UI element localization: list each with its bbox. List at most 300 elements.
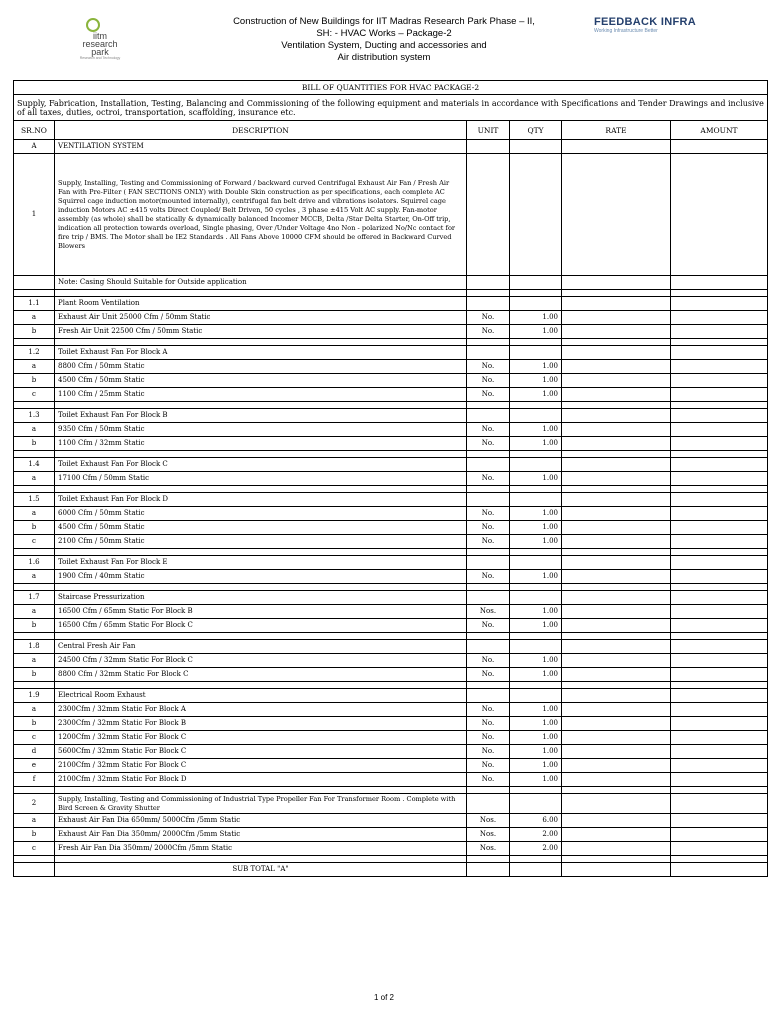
cell-qty: 1.00 [510,535,562,549]
cell-qty [510,633,562,640]
cell-srno: a [14,570,55,584]
cell-unit: No. [467,717,510,731]
cell-srno: 1.4 [14,458,55,472]
table-row [14,570,768,584]
cell-srno [14,856,55,863]
cell-amount [671,654,768,668]
cell-amount [671,794,768,814]
cell-unit: No. [467,745,510,759]
col-header-amount: AMOUNT [671,121,768,140]
cell-srno: 1.2 [14,346,55,360]
cell-qty: 1.00 [510,703,562,717]
cell-rate [562,654,671,668]
logo-line1: iitm [93,31,107,41]
table-row [14,556,768,570]
cell-qty: 2.00 [510,842,562,856]
cell-description: Toilet Exhaust Fan For Block B [55,409,467,423]
cell-rate [562,276,671,290]
cell-amount [671,570,768,584]
cell-srno: 1.7 [14,591,55,605]
cell-qty: 1.00 [510,423,562,437]
cell-amount [671,437,768,451]
cell-amount [671,311,768,325]
cell-qty: 1.00 [510,472,562,486]
cell-rate [562,493,671,507]
cell-unit: No. [467,703,510,717]
table-row [14,654,768,668]
table-row [14,374,768,388]
table-row [14,773,768,787]
cell-rate [562,787,671,794]
cell-unit [467,493,510,507]
cell-rate [562,556,671,570]
cell-qty: 1.00 [510,570,562,584]
brand-part-b: INFRA [660,16,696,28]
cell-description [55,290,467,297]
cell-srno: c [14,535,55,549]
spacer-row [14,339,768,346]
cell-amount [671,549,768,556]
cell-qty [510,794,562,814]
cell-rate [562,346,671,360]
cell-amount [671,814,768,828]
cell-qty: 1.00 [510,605,562,619]
cell-description: Fresh Air Unit 22500 Cfm / 50mm Static [55,325,467,339]
cell-amount [671,493,768,507]
table-title-row [14,81,768,95]
table-intro: Supply, Fabrication, Installation, Testing, Balancing and Commissioning of the following equipment and materials in accordance with Specifications and Tender Drawings and inclusive of all taxes, duties, octroi, transportation, scaffolding, insurance etc. [14,95,768,121]
cell-rate [562,717,671,731]
cell-unit [467,633,510,640]
cell-unit: No. [467,759,510,773]
table-row [14,591,768,605]
cell-unit [467,591,510,605]
cell-amount [671,458,768,472]
cell-description: Toilet Exhaust Fan For Block D [55,493,467,507]
spacer-row [14,584,768,591]
spacer-row [14,451,768,458]
brand-name [594,16,704,28]
cell-rate [562,703,671,717]
cell-description: 2100 Cfm / 50mm Static [55,535,467,549]
cell-amount [671,154,768,276]
cell-qty: 1.00 [510,759,562,773]
cell-unit [467,297,510,311]
table-row [14,458,768,472]
col-header-unit: UNIT [467,121,510,140]
cell-description: Staircase Pressurization [55,591,467,605]
cell-amount [671,388,768,402]
table-row [14,619,768,633]
cell-unit [467,458,510,472]
table-row [14,640,768,654]
cell-amount [671,717,768,731]
cell-rate [562,451,671,458]
cell-amount [671,773,768,787]
cell-srno [14,584,55,591]
cell-amount [671,451,768,458]
cell-amount [671,842,768,856]
cell-qty [510,451,562,458]
cell-srno: c [14,842,55,856]
cell-srno: A [14,140,55,154]
cell-rate [562,856,671,863]
table-row [14,325,768,339]
cell-unit [467,140,510,154]
cell-description: Toilet Exhaust Fan For Block C [55,458,467,472]
cell-srno: a [14,654,55,668]
cell-unit [467,787,510,794]
page-number: 1 of 2 [373,993,394,1002]
cell-srno: a [14,507,55,521]
cell-qty: 1.00 [510,360,562,374]
cell-qty [510,297,562,311]
cell-unit [467,856,510,863]
cell-unit: No. [467,535,510,549]
cell-srno [14,276,55,290]
title-line: SH: - HVAC Works – Package-2 [316,28,452,39]
cell-unit [467,276,510,290]
cell-rate [562,486,671,493]
cell-qty [510,154,562,276]
cell-qty: 6.00 [510,814,562,828]
table-row [14,703,768,717]
cell-srno [14,787,55,794]
cell-rate [562,360,671,374]
table-row [14,140,768,154]
cell-rate [562,584,671,591]
cell-rate [562,814,671,828]
cell-unit [467,154,510,276]
cell-amount [671,640,768,654]
cell-amount [671,682,768,689]
cell-unit: Nos. [467,842,510,856]
cell-rate [562,619,671,633]
cell-description: 17100 Cfm / 50mm Static [55,472,467,486]
cell-description: 2100Cfm / 32mm Static For Block C [55,759,467,773]
cell-qty: 1.00 [510,325,562,339]
table-row [14,276,768,290]
subtotal-cell [14,863,55,877]
cell-unit: No. [467,507,510,521]
cell-rate [562,668,671,682]
cell-unit [467,339,510,346]
cell-srno: c [14,388,55,402]
cell-qty [510,591,562,605]
table-row [14,668,768,682]
cell-amount [671,276,768,290]
table-row [14,472,768,486]
cell-amount [671,297,768,311]
cell-rate [562,507,671,521]
cell-unit: Nos. [467,605,510,619]
logo-tagline: Research and Technology [79,56,121,60]
table-row [14,814,768,828]
cell-description: Plant Room Ventilation [55,297,467,311]
cell-amount [671,374,768,388]
title-line: Air distribution system [337,52,431,63]
cell-unit: No. [467,423,510,437]
cell-unit [467,556,510,570]
cell-amount [671,828,768,842]
cell-amount [671,472,768,486]
cell-rate [562,842,671,856]
cell-qty [510,402,562,409]
cell-description: Exhaust Air Fan Dia 350mm/ 2000Cfm /5mm Static [55,828,467,842]
cell-qty: 1.00 [510,388,562,402]
spacer-row [14,856,768,863]
cell-unit: No. [467,325,510,339]
cell-rate [562,402,671,409]
cell-description: 1100 Cfm / 25mm Static [55,388,467,402]
cell-srno: 2 [14,794,55,814]
cell-rate [562,731,671,745]
cell-rate [562,570,671,584]
table-row [14,423,768,437]
cell-unit [467,640,510,654]
cell-unit [467,549,510,556]
cell-qty [510,276,562,290]
spacer-row [14,549,768,556]
table-row [14,759,768,773]
document-title [196,16,572,64]
cell-description: VENTILATION SYSTEM [55,140,467,154]
cell-unit: Nos. [467,828,510,842]
logo-ring-icon [86,18,100,32]
cell-unit: No. [467,437,510,451]
cell-description: 8800 Cfm / 50mm Static [55,360,467,374]
cell-qty: 1.00 [510,507,562,521]
cell-qty [510,339,562,346]
cell-amount [671,745,768,759]
table-row [14,409,768,423]
cell-description [55,339,467,346]
col-header-qty: QTY [510,121,562,140]
cell-amount [671,668,768,682]
cell-srno [14,549,55,556]
cell-description: 6000 Cfm / 50mm Static [55,507,467,521]
cell-rate [562,409,671,423]
cell-rate [562,605,671,619]
table-row [14,507,768,521]
cell-rate [562,794,671,814]
table-row [14,297,768,311]
cell-unit: No. [467,731,510,745]
iitm-research-park-logo [64,18,136,60]
cell-description: Supply, Installing, Testing and Commissioning of Forward / backward curved Centrifugal Exhaust Air Fan / Fresh Air Fan with Pre-Filter ( FAN SECTIONS ONLY) with Double Skin construction as per specifications, each complete AC Squirrel cage induction motor(mounted internally), centrifugal fan belt drive and vibrations isolators. Squirrel cage induction Motors AC ±415 volts Direct Coupled/ Belt Driven, 50 cycles , 3 phase ±415 Volt AC supply. Fan-motor assembly (as whole) shall be statically & dynamically balanced Incomer MCCB, Delta /Star Delta Starter, On-Off trip, indication all protection towards overload, Single phasing, Over /Under Voltage 4no Non - polarized No/Nc contact for fire trip / BMS. The Motor shall be IE2 Standards . All Fans Above 10000 CFM should be offered in Backward Curved Blowers [55,154,467,276]
cell-description: 5600Cfm / 32mm Static For Block C [55,745,467,759]
cell-description [55,633,467,640]
feedback-infra-logo [594,16,704,38]
subtotal-cell [510,863,562,877]
cell-description: Central Fresh Air Fan [55,640,467,654]
cell-amount [671,360,768,374]
col-header-rate: RATE [562,121,671,140]
cell-srno: b [14,717,55,731]
cell-srno: d [14,745,55,759]
cell-description: 16500 Cfm / 65mm Static For Block B [55,605,467,619]
subtotal-cell [671,863,768,877]
cell-rate [562,745,671,759]
cell-description: 24500 Cfm / 32mm Static For Block C [55,654,467,668]
cell-srno [14,451,55,458]
cell-qty: 2.00 [510,828,562,842]
cell-amount [671,339,768,346]
cell-amount [671,486,768,493]
cell-rate [562,388,671,402]
cell-qty: 1.00 [510,717,562,731]
cell-description: Fresh Air Fan Dia 350mm/ 2000Cfm /5mm Static [55,842,467,856]
cell-description [55,486,467,493]
bill-of-quantities-table [13,80,768,877]
cell-qty: 1.00 [510,668,562,682]
cell-srno: a [14,703,55,717]
spacer-row [14,682,768,689]
cell-rate [562,591,671,605]
cell-unit [467,682,510,689]
cell-qty [510,140,562,154]
brand-part-a: FEEDBACK [594,16,658,28]
brand-tagline: Working Infrastructure Better [594,28,658,34]
spacer-row [14,633,768,640]
cell-srno [14,402,55,409]
cell-srno: 1.5 [14,493,55,507]
cell-unit [467,451,510,458]
cell-rate [562,374,671,388]
table-row [14,521,768,535]
cell-qty [510,346,562,360]
cell-srno: c [14,731,55,745]
cell-srno [14,633,55,640]
cell-srno: 1.6 [14,556,55,570]
cell-rate [562,828,671,842]
cell-description: 4500 Cfm / 50mm Static [55,374,467,388]
cell-unit [467,486,510,493]
cell-description: 9350 Cfm / 50mm Static [55,423,467,437]
cell-amount [671,787,768,794]
table-intro-row [14,95,768,121]
cell-qty [510,549,562,556]
logo-line3: park [91,47,109,57]
cell-unit: No. [467,374,510,388]
cell-unit: No. [467,311,510,325]
cell-amount [671,346,768,360]
cell-rate [562,325,671,339]
cell-unit: Nos. [467,814,510,828]
table-row [14,360,768,374]
cell-unit: No. [467,619,510,633]
cell-amount [671,290,768,297]
cell-description: Exhaust Air Unit 25000 Cfm / 50mm Static [55,311,467,325]
col-header-srno: SR.NO [14,121,55,140]
subtotal-row [14,863,768,877]
cell-srno: b [14,521,55,535]
cell-qty: 1.00 [510,521,562,535]
table-row [14,842,768,856]
cell-qty [510,787,562,794]
cell-description [55,682,467,689]
cell-unit [467,689,510,703]
cell-unit: No. [467,570,510,584]
cell-amount [671,409,768,423]
cell-description: 2300Cfm / 32mm Static For Block B [55,717,467,731]
cell-description [55,451,467,458]
table-row [14,745,768,759]
cell-unit [467,290,510,297]
table-row [14,828,768,842]
cell-qty [510,556,562,570]
cell-rate [562,458,671,472]
cell-unit: No. [467,773,510,787]
cell-amount [671,856,768,863]
cell-rate [562,140,671,154]
subtotal-cell [467,863,510,877]
cell-srno: 1.8 [14,640,55,654]
cell-description: Exhaust Air Fan Dia 650mm/ 5000Cfm /5mm Static [55,814,467,828]
cell-qty [510,493,562,507]
table-row [14,346,768,360]
cell-description [55,402,467,409]
cell-rate [562,437,671,451]
table-row [14,535,768,549]
cell-qty [510,290,562,297]
subtotal-label: SUB TOTAL "A" [55,863,467,877]
cell-srno: a [14,814,55,828]
cell-qty: 1.00 [510,374,562,388]
cell-qty: 1.00 [510,731,562,745]
cell-qty [510,486,562,493]
cell-amount [671,584,768,591]
cell-srno: 1.3 [14,409,55,423]
spacer-row [14,486,768,493]
cell-qty [510,458,562,472]
cell-srno [14,339,55,346]
column-header-row [14,121,768,140]
cell-description: 1200Cfm / 32mm Static For Block C [55,731,467,745]
cell-srno [14,290,55,297]
cell-qty [510,640,562,654]
cell-srno: b [14,374,55,388]
cell-srno: a [14,472,55,486]
cell-rate [562,759,671,773]
cell-description: 1100 Cfm / 32mm Static [55,437,467,451]
col-header-description: DESCRIPTION [55,121,467,140]
cell-amount [671,703,768,717]
cell-rate [562,339,671,346]
cell-unit: No. [467,654,510,668]
cell-unit [467,409,510,423]
cell-srno: b [14,619,55,633]
cell-unit [467,346,510,360]
cell-unit [467,794,510,814]
cell-description [55,584,467,591]
cell-amount [671,619,768,633]
cell-amount [671,689,768,703]
cell-srno: a [14,311,55,325]
cell-srno: 1 [14,154,55,276]
cell-rate [562,290,671,297]
cell-amount [671,591,768,605]
cell-rate [562,297,671,311]
cell-rate [562,682,671,689]
cell-amount [671,423,768,437]
cell-description [55,787,467,794]
cell-rate [562,521,671,535]
cell-qty: 1.00 [510,437,562,451]
table-row [14,794,768,814]
cell-srno: 1.1 [14,297,55,311]
table-row [14,731,768,745]
